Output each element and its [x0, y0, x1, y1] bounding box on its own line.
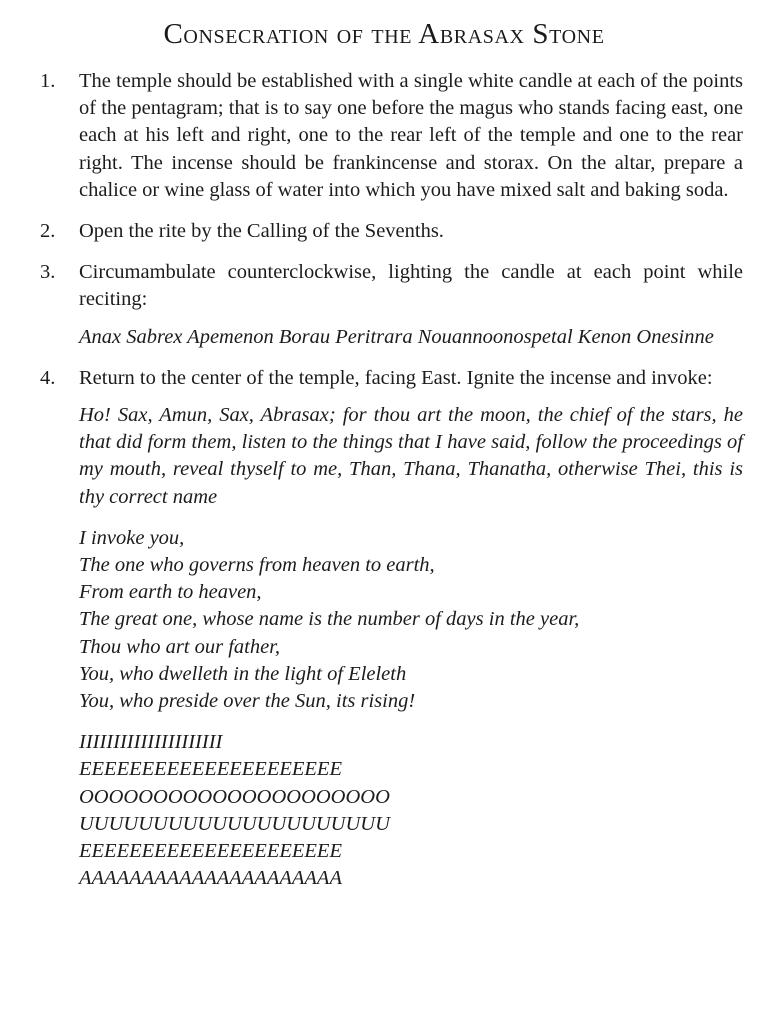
list-item-number: 1.	[40, 70, 56, 92]
vowel-line: AAAAAAAAAAAAAAAAAAAAA	[79, 867, 342, 890]
hymn-line: You, who preside over the Sun, its rising!	[79, 690, 416, 713]
list-item-number: 2.	[40, 220, 56, 243]
hymn-line: The great one, whose name is the number of days in the year,	[79, 608, 580, 631]
page-title: Consecration of the Abrasax Stone	[163, 18, 605, 50]
vowel-line: UUUUUUUUUUUUUUUUUUUUU	[79, 812, 390, 835]
list-item-text: Open the rite by the Calling of the Sevenths.	[79, 220, 444, 243]
vowel-line: EEEEEEEEEEEEEEEEEEEEE	[79, 758, 342, 781]
hymn-line: The one who governs from heaven to earth,	[79, 554, 435, 577]
vowel-line: EEEEEEEEEEEEEEEEEEEEE	[79, 840, 342, 863]
hymn-block	[79, 525, 743, 715]
list-item	[40, 259, 743, 313]
list-item	[40, 365, 743, 392]
list-item-number: 4.	[40, 366, 56, 389]
list-item	[40, 68, 743, 204]
hymn-line: From earth to heaven,	[79, 581, 262, 604]
hymn-line: You, who dwelleth in the light of Eleleth	[79, 662, 407, 685]
list-item-text: Return to the center of the temple, facing East. Ignite the incense and invoke:	[79, 366, 713, 389]
list-item	[40, 218, 743, 245]
recitation-text: Anax Sabrex Apemenon Borau Peritrara Nouannoonospetal Kenon Onesinne	[79, 325, 714, 348]
list-item-number: 3.	[40, 261, 56, 284]
hymn-line: Thou who art our father,	[79, 635, 281, 658]
invocation-text: Ho! Sax, Amun, Sax, Abrasax; for thou art the moon, the chief of the stars, he that did form them, listen to the things that I have said, follow the proceedings of my mouth, reveal thyself to me, Than, Thana, Thanatha, otherwise Thei, this is thy correct name	[79, 404, 743, 508]
list-item-text: The temple should be established with a single white candle at each of the points of the pentagram; that is to say one before the magus who stands facing east, one each at his left and right, one to the rear left of the temple and one to the rear right. The incense should be frankincense and storax. On the altar, prepare a chalice or wine glass of water into which you have mixed salt and baking soda.	[79, 70, 743, 201]
document-body	[40, 68, 743, 892]
vowel-line: OOOOOOOOOOOOOOOOOOOOO	[79, 785, 390, 808]
hymn-line: I invoke you,	[79, 526, 185, 549]
vowel-line: IIIIIIIIIIIIIIIIIIIII	[79, 731, 223, 754]
list-item-text: Circumambulate counterclockwise, lighting the candle at each point while reciting:	[79, 261, 743, 311]
vowel-chant-block	[79, 729, 743, 892]
